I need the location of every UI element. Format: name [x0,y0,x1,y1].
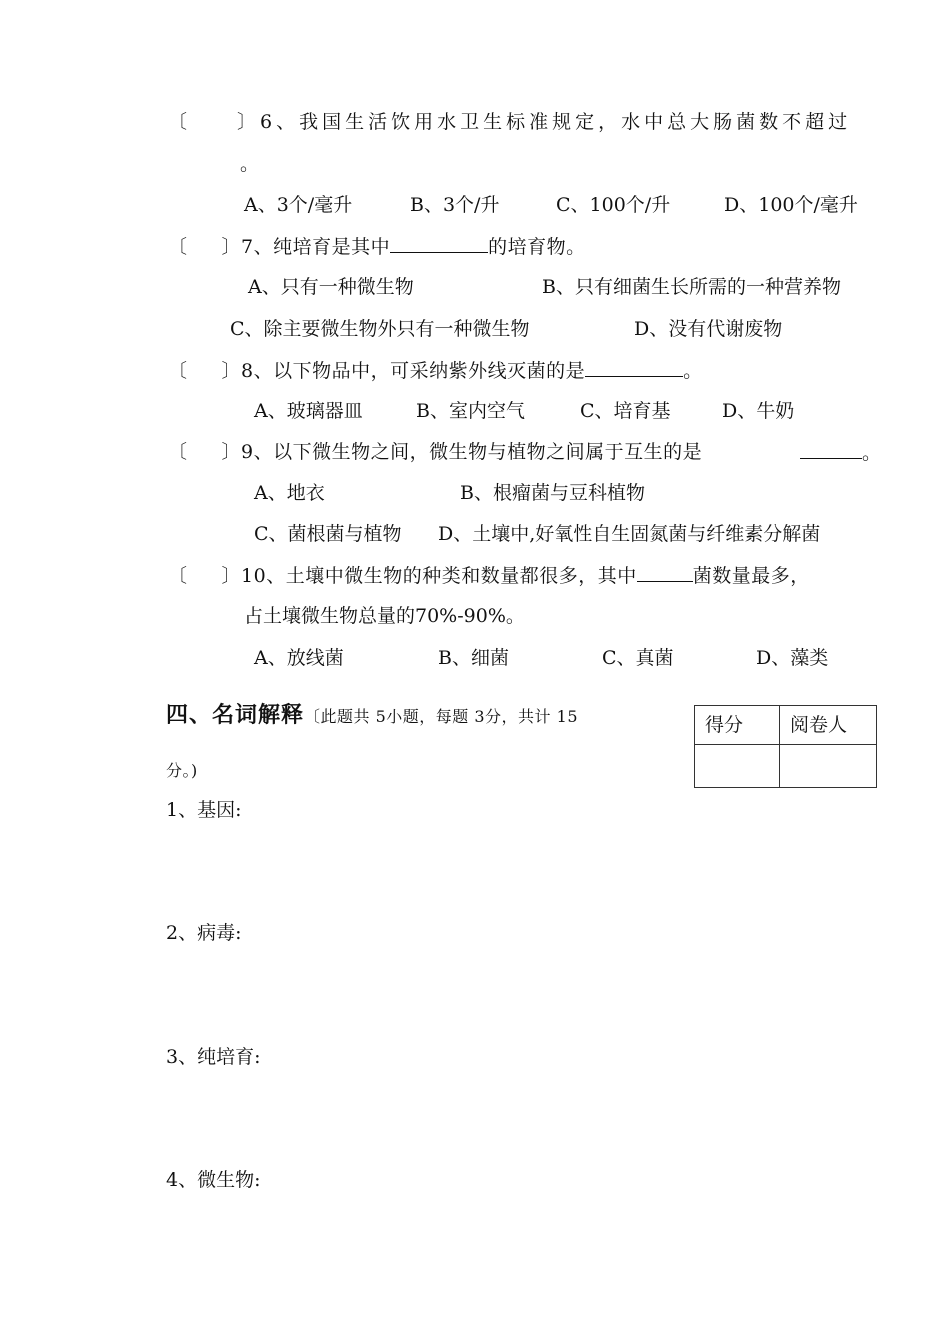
answer-blank [800,440,862,459]
question-stem: 土壤中微生物的种类和数量都很多，其中 [285,565,637,587]
answer-blank [585,358,683,377]
question-10-line [168,563,810,588]
answer-bracket-close: 〕 [221,236,242,258]
question-10-stem-line2: 占土壤微生物总量的70%-90%。 [244,605,525,627]
answer-bracket-open: 〔 [168,565,188,587]
option-a: A、只有一种微生物 [248,276,414,298]
term-item-virus: 2、病毒: [166,922,242,944]
option-b: B、室内空气 [416,400,525,422]
question-6-line [168,110,851,134]
answer-blank [637,563,693,582]
term-item-microorganism: 4、微生物: [166,1169,261,1191]
answer-bracket-open: 〔 [168,111,192,133]
section-note: 〔此题共 5小题，每题 3分，共计 15 [304,707,578,726]
option-d: D、牛奶 [722,400,795,422]
option-c: C、真菌 [602,647,674,669]
option-b: B、细菌 [438,647,509,669]
section-4-heading [166,703,578,729]
option-c: C、100个/升 [556,194,671,216]
option-a: A、玻璃器皿 [254,400,363,422]
section-note-line2: 分。) [166,761,198,780]
option-c: C、培育基 [580,400,671,422]
question-stem-after: 。 [862,442,882,464]
option-b: B、3个/升 [410,194,500,216]
answer-blank [390,234,488,253]
term-item-gene: 1、基因: [166,799,242,821]
question-stem-after: 的培育物。 [488,236,586,258]
question-7-line [168,234,586,259]
grader-cell[interactable] [780,745,877,788]
option-b: B、只有细菌生长所需的一种营养物 [542,276,841,298]
question-number: 9、 [241,441,274,463]
answer-bracket-open: 〔 [168,236,188,258]
option-c: C、除主要微生物外只有一种微生物 [230,318,530,340]
answer-bracket-open: 〔 [168,441,188,463]
question-stem-after: 菌数量最多， [692,565,810,587]
option-d: D、100个/毫升 [724,194,858,216]
term-item-pure-culture: 3、纯培育: [166,1046,261,1068]
question-8-line [168,358,703,383]
score-cell[interactable] [695,745,780,788]
option-d: D、藻类 [756,647,829,669]
question-9-blank-end [800,440,881,465]
question-stem: 我国生活饮用水卫生标准规定，水中总大肠菌数不超过 [299,111,852,133]
score-header: 得分 [695,706,780,745]
grader-header: 阅卷人 [780,706,877,745]
option-b: B、根瘤菌与豆科植物 [460,482,645,504]
question-number: 7、 [241,236,274,258]
answer-bracket-close: 〕 [237,111,261,133]
section-title: 四、名词解释 [166,702,305,728]
answer-bracket-close: 〕 [221,565,242,587]
answer-bracket-close: 〕 [221,441,242,463]
question-stem: 以下物品中，可采纳紫外线灭菌的是 [273,360,586,382]
option-a: A、地衣 [254,482,325,504]
answer-bracket-close: 〕 [221,360,242,382]
question-6-stem-tail: 。 [240,153,260,175]
option-a: A、3个/毫升 [244,194,353,216]
option-d: D、土壤中,好氧性自生固氮菌与纤维素分解菌 [438,523,821,545]
option-a: A、放线菌 [254,647,344,669]
answer-bracket-open: 〔 [168,360,188,382]
question-9-line [168,440,702,464]
question-stem: 纯培育是其中 [273,236,391,258]
score-box [694,705,877,788]
question-stem: 以下微生物之间，微生物与植物之间属于互生的是 [273,441,703,463]
option-c: C、菌根菌与植物 [254,523,402,545]
option-d: D、没有代谢废物 [634,318,783,340]
question-number: 10、 [241,565,286,587]
question-number: 8、 [241,360,274,382]
question-stem-after: 。 [683,360,703,382]
question-number: 6、 [260,111,300,133]
